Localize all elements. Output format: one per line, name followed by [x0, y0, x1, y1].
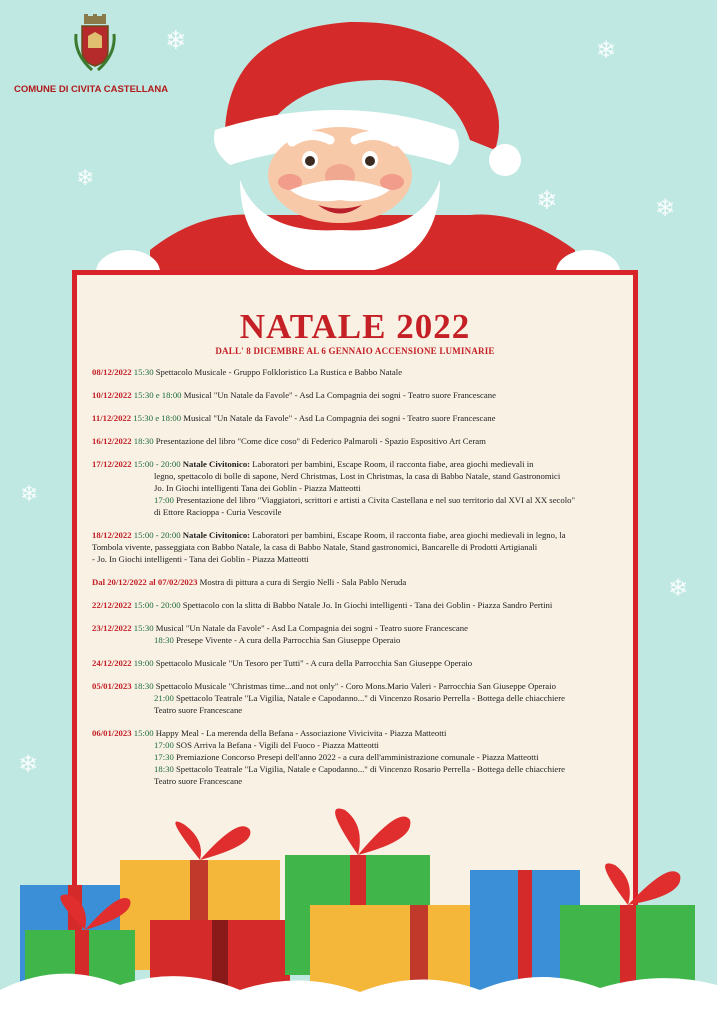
gifts-illustration — [0, 800, 717, 1024]
event-text: Jo. In Giochi intelligenti Tana dei Goblin - Piazza Matteotti — [154, 483, 361, 493]
event-date: 16/12/2022 — [92, 436, 132, 446]
event-item — [92, 529, 632, 565]
event-line — [92, 657, 632, 669]
event-line — [92, 458, 632, 470]
event-text: Spettacolo Musicale - Gruppo Folkloristico La Rustica e Babbo Natale — [153, 367, 403, 377]
event-date: 08/12/2022 — [92, 367, 132, 377]
event-text: legno, spettacolo di bolle di sapone, Nerd Christmas, Lost in Christmas, la casa di Babbo Natale, stand Gastronomici — [154, 471, 561, 481]
event-item — [92, 680, 632, 716]
event-text: Presentazione del libro "Viaggiatori, scrittori e artisti a Civita Castellana e nel suo territorio dal XVI al XX secolo" — [173, 495, 576, 505]
event-date: 18/12/2022 — [92, 530, 132, 540]
event-time: 19:00 — [133, 658, 154, 668]
snowflake-icon: ❄ — [20, 482, 39, 507]
event-item — [92, 576, 632, 588]
event-line — [92, 599, 632, 611]
event-text: Spettacolo Teatrale "La Vigilia, Natale e Capodanno..." di Vincenzo Rosario Perrella - Bottega delle chiacchiere — [173, 693, 565, 703]
event-time: 15:30 e 18:00 — [133, 413, 182, 423]
event-line — [92, 775, 632, 787]
event-line — [92, 692, 632, 704]
event-line — [92, 622, 632, 634]
event-time: 18:30 — [133, 436, 154, 446]
event-date: 23/12/2022 — [92, 623, 132, 633]
event-date: 06/01/2023 — [92, 728, 132, 738]
event-line — [92, 680, 632, 692]
snowflake-icon: ❄ — [655, 194, 676, 222]
event-line — [92, 412, 632, 424]
event-line — [92, 553, 632, 565]
event-item — [92, 657, 632, 669]
event-item — [92, 458, 632, 518]
event-line — [92, 727, 632, 739]
event-time: 17:00 — [154, 740, 174, 750]
event-date: 17/12/2022 — [92, 459, 132, 469]
event-time: 15:00 - 20:00 — [133, 600, 181, 610]
comune-label: COMUNE DI CIVITA CASTELLANA — [14, 84, 169, 95]
event-line — [92, 506, 632, 518]
event-item — [92, 366, 632, 378]
event-highlight: Natale Civitonico: — [182, 530, 251, 540]
event-date: 05/01/2023 — [92, 681, 132, 691]
snowflake-icon: ❄ — [165, 26, 187, 56]
event-text: Laboratori per bambini, Escape Room, il racconta fiabe, area giochi medievali in legno, la — [250, 530, 566, 540]
event-time: 18:30 — [154, 635, 174, 645]
event-date: 24/12/2022 — [92, 658, 132, 668]
event-item — [92, 599, 632, 611]
snowflake-icon: ❄ — [596, 36, 617, 64]
event-date: 22/12/2022 — [92, 600, 132, 610]
event-text: Presepe Vivente - A cura della Parrocchia San Giuseppe Operaio — [173, 635, 401, 645]
event-date: 11/12/2022 — [92, 413, 132, 423]
event-line — [92, 366, 632, 378]
event-time: 15:00 - 20:00 — [133, 459, 181, 469]
event-text: Premiazione Concorso Presepi dell'anno 2022 - a cura dell'amministrazione comunale - Piazza Matteotti — [173, 752, 539, 762]
event-time: 18:30 — [154, 764, 174, 774]
event-text: di Ettore Racioppa - Curia Vescovile — [154, 507, 282, 517]
event-line — [92, 529, 632, 541]
event-line — [92, 482, 632, 494]
event-time: 15:00 — [133, 728, 154, 738]
event-line — [92, 470, 632, 482]
page-subtitle: DALL' 8 DICEMBRE AL 6 GENNAIO ACCENSIONE LUMINARIE — [215, 346, 495, 356]
event-item — [92, 412, 632, 424]
event-line — [92, 751, 632, 763]
event-line — [92, 634, 632, 646]
snowflake-icon: ❄ — [536, 186, 558, 216]
event-date: Dal 20/12/2022 al 07/02/2023 — [92, 577, 198, 587]
event-text: Teatro suore Francescane — [154, 776, 243, 786]
event-time: 17:00 — [154, 495, 174, 505]
event-text: SOS Arriva la Befana - Vigili del Fuoco - Piazza Matteotti — [173, 740, 379, 750]
event-highlight: Natale Civitonico: — [182, 459, 251, 469]
event-line — [92, 541, 632, 553]
event-text: Musical "Un Natale da Favole" - Asd La Compagnia dei sogni - Teatro suore Francescane — [181, 390, 496, 400]
event-time: 15:30 e 18:00 — [133, 390, 182, 400]
event-text: Spettacolo Teatrale "La Vigilia, Natale e Capodanno..." di Vincenzo Rosario Perrella - Bottega delle chiacchiere — [173, 764, 565, 774]
event-line — [92, 435, 632, 447]
event-line — [92, 576, 632, 588]
event-item — [92, 622, 632, 646]
event-time: 18:30 — [133, 681, 154, 691]
event-item — [92, 435, 632, 447]
event-text: Happy Meal - La merenda della Befana - Associazione Vivicivita - Piazza Matteotti — [153, 728, 447, 738]
event-text: Mostra di pittura a cura di Sergio Nelli - Sala Pablo Neruda — [199, 577, 407, 587]
event-text: Tombola vivente, passeggiata con Babbo Natale, la casa di Babbo Natale, Stand gastronomici, Bancarelle di Prodotti Artigianali — [92, 542, 538, 552]
snowflake-icon: ❄ — [18, 750, 39, 778]
event-text: Musical "Un Natale da Favole" - Asd La Compagnia dei sogni - Teatro suore Francescane — [181, 413, 496, 423]
event-text: Spettacolo Musicale "Christmas time...and not only" - Coro Mons.Mario Valeri - Parrocchia San Giuseppe Operaio — [153, 681, 556, 691]
event-time: 15:30 — [133, 367, 154, 377]
snowflake-icon: ❄ — [76, 166, 95, 191]
event-date: 10/12/2022 — [92, 390, 132, 400]
event-item — [92, 389, 632, 401]
event-text: Spettacolo con la slitta di Babbo Natale Jo. In Giochi intelligenti - Tana dei Goblin - Piazza Sandro Pertini — [180, 600, 553, 610]
event-time: 15:00 - 20:00 — [133, 530, 181, 540]
events-list — [92, 366, 632, 798]
event-item — [92, 727, 632, 787]
snowflake-icon: ❄ — [668, 574, 689, 602]
event-text: Presentazione del libro "Come dice coso" di Federico Palmaroli - Spazio Espositivo Art Ceram — [153, 436, 486, 446]
event-time: 21:00 — [154, 693, 174, 703]
event-text: Spettacolo Musicale "Un Tesoro per Tutti" - A cura della Parrocchia San Giuseppe Operaio — [153, 658, 473, 668]
page-title: NATALE 2022 — [239, 307, 471, 346]
event-text: Musical "Un Natale da Favole" - Asd La Compagnia dei sogni - Teatro suore Francescane — [153, 623, 468, 633]
event-line — [92, 739, 632, 751]
event-text: Laboratori per bambini, Escape Room, il racconta fiabe, area giochi medievali in — [250, 459, 534, 469]
event-time: 17:30 — [154, 752, 174, 762]
event-line — [92, 389, 632, 401]
event-text: Teatro suore Francescane — [154, 705, 243, 715]
event-line — [92, 704, 632, 716]
event-text: - Jo. In Giochi intelligenti - Tana dei Goblin - Piazza Matteotti — [92, 554, 309, 564]
event-line — [92, 494, 632, 506]
event-time: 15:30 — [133, 623, 154, 633]
event-line — [92, 763, 632, 775]
